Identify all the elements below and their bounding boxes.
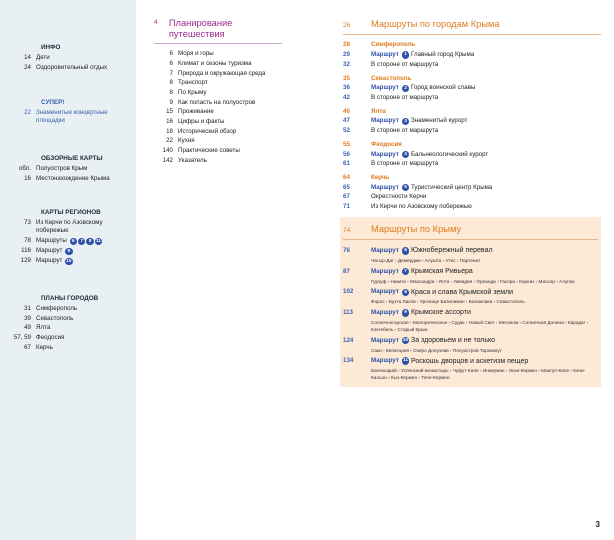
page-number: 87 (343, 267, 350, 275)
route-row[interactable] (343, 84, 601, 92)
route-label: Маршрут (371, 183, 399, 191)
entry-label: Феодосия (36, 334, 65, 342)
route-badge: 9 (402, 309, 409, 316)
page-number: 26 (343, 22, 351, 29)
plan-row[interactable] (0, 324, 136, 332)
entry-label: Практические советы (178, 146, 240, 154)
page-number: 140 (162, 146, 173, 154)
page-number: 142 (162, 156, 173, 164)
page-number: 42 (343, 93, 350, 101)
plan-row[interactable] (0, 315, 136, 323)
route-badge: 4 (402, 151, 409, 158)
routes-column (343, 18, 601, 387)
overview-row[interactable] (0, 165, 136, 173)
page-folio: 3 (595, 519, 600, 529)
entry-label: Как попасть на полуостров (178, 98, 256, 106)
side-row[interactable] (343, 127, 601, 135)
route-title: Главный город Крыма (410, 51, 475, 58)
page-number: 36 (343, 84, 350, 92)
route-badge: 11 (95, 238, 101, 244)
entry-label: Полуостров Крым (36, 165, 88, 173)
route-title: Знаменитый курорт (410, 117, 468, 125)
entry-label: Моря и горы (178, 50, 214, 58)
route-badge: 1 (402, 51, 409, 58)
overview-heading: ОБЗОРНЫЕ КАРТЫ (41, 155, 103, 162)
crimea-routes-heading[interactable] (343, 223, 598, 240)
entry-label: Знаменитые концертные площадки (36, 109, 108, 125)
city-name-row[interactable] (343, 141, 601, 149)
overview-row[interactable] (0, 175, 136, 183)
route-title: Туристический центр Крыма (410, 183, 493, 191)
route-badge: 5 (402, 184, 409, 191)
page-number: 64 (343, 174, 350, 182)
plans-heading: ПЛАНЫ ГОРОДОВ (41, 295, 99, 302)
route-badge: 3 (402, 118, 409, 125)
toc-row[interactable] (154, 157, 282, 165)
entry-label: Кухня (178, 137, 195, 145)
route-badge: 10 (66, 258, 72, 264)
planning-title[interactable] (154, 18, 282, 44)
entry-label: Симферополь (36, 305, 78, 313)
toc-row[interactable] (154, 118, 282, 126)
route-row[interactable] (343, 184, 601, 192)
page-number: 102 (343, 288, 354, 296)
page-number: 32 (343, 60, 350, 68)
route-title: Крымское ассорти (410, 309, 471, 317)
page-number: 55 (343, 141, 350, 148)
page-number: 134 (343, 357, 354, 365)
entry-label: Климат и сезоны туризма (178, 60, 252, 68)
route-title: Бальнеологический курорт (410, 150, 489, 158)
entry-label: В стороне от маршрута (371, 126, 439, 134)
route-label: Маршрут (371, 150, 399, 158)
route-row[interactable] (343, 51, 601, 59)
crimea-route[interactable] (343, 267, 598, 285)
route-row[interactable] (343, 151, 601, 159)
entry-label: Местонахождение Крыма (36, 174, 110, 182)
overview-maps-section (0, 155, 136, 184)
page-number: 6 (169, 60, 173, 68)
page-number: 78 (24, 236, 31, 244)
city-name: Севастополь (371, 74, 412, 82)
crimea-route[interactable] (343, 288, 598, 306)
entry-label: В стороне от маршрута (371, 60, 439, 68)
region-row[interactable] (0, 247, 136, 255)
toc-row[interactable] (154, 128, 282, 136)
city-group (343, 141, 601, 168)
route-title: Южнобережный перевал (410, 247, 493, 255)
toc-row[interactable] (154, 89, 282, 97)
page-number: 8 (169, 79, 173, 87)
page-number: 31 (24, 305, 31, 313)
page-number: 74 (343, 226, 351, 234)
city-name: Феодосия (371, 141, 402, 148)
entry-label: Керчь (36, 343, 53, 351)
planning-column (154, 18, 282, 166)
toc-row[interactable] (154, 70, 282, 78)
entry-label: В стороне от маршрута (371, 93, 439, 101)
route-badge: 6 (70, 238, 77, 245)
route-badge: 7 (402, 268, 409, 275)
entry-label: Ялта (36, 324, 51, 332)
city-name-row[interactable] (343, 174, 601, 182)
page-number: 16 (166, 117, 173, 125)
info-row[interactable] (0, 64, 136, 72)
region-row[interactable] (0, 219, 136, 235)
section-title: Маршруты по Крыму (371, 223, 462, 234)
plan-row[interactable] (0, 334, 136, 342)
page-number: 76 (343, 246, 350, 254)
toc-row[interactable] (154, 147, 282, 155)
route-badge: 11 (403, 358, 409, 364)
crimea-routes-section (340, 217, 601, 387)
info-row[interactable] (0, 54, 136, 62)
page-number: 22 (166, 137, 173, 145)
page-number: 28 (343, 41, 350, 49)
toc-row[interactable] (154, 137, 282, 145)
entry-label: Проживание (178, 108, 214, 116)
super-row[interactable] (0, 109, 136, 125)
entry-label: Цифры и факты (178, 117, 225, 125)
route-badge: 7 (78, 238, 85, 245)
crimea-route[interactable] (343, 336, 598, 354)
side-row[interactable] (343, 193, 601, 201)
route-label: Маршрут (371, 267, 399, 275)
route-badge: 8 (402, 289, 409, 296)
page-number: 57, 59 (13, 334, 31, 342)
regions-heading: КАРТЫ РЕГИОНОВ (41, 209, 101, 216)
page-number: 9 (169, 98, 173, 106)
city-group (343, 108, 601, 135)
page-number: 47 (343, 117, 350, 125)
left-column (0, 0, 136, 540)
page-number: 73 (24, 219, 31, 227)
route-label: Маршрут (371, 288, 399, 296)
entry-label: Из Керчи по Азовскому побережью (36, 219, 103, 235)
route-label: Маршрут (371, 246, 399, 254)
toc-row[interactable] (154, 60, 282, 68)
region-maps-section (0, 209, 136, 267)
info-section (0, 44, 136, 73)
route-badge: 10 (402, 337, 409, 343)
page-number: обл. (18, 165, 31, 173)
plan-row[interactable] (0, 305, 136, 313)
route-badge: 9 (65, 248, 72, 255)
route-title: Крымская Ривьера (410, 268, 473, 276)
page-number: 116 (21, 246, 31, 254)
entry-label: Указатель (178, 156, 207, 164)
route-stops: Гурзуф › Никита › Массандра › Ялта › Ливадия › Ореанда › Гаспра › Кореиз › Мисхор › Алупка (371, 278, 575, 284)
toc-row[interactable] (154, 99, 282, 107)
crimea-route[interactable] (343, 308, 598, 333)
page-number: 22 (24, 109, 31, 117)
toc-row[interactable] (154, 50, 282, 58)
entry-label: Маршруты (36, 236, 67, 244)
page-number: 65 (343, 183, 350, 191)
route-stops: Чатыр-Даг › Демерджи › Алушта › Утес › Партенит (371, 257, 481, 263)
route-label: Маршрут (371, 357, 399, 365)
page-number: 49 (24, 324, 31, 332)
entry-label: Маршрут (36, 246, 63, 254)
section-title: Маршруты по городам Крыма (371, 19, 500, 29)
plan-row[interactable] (0, 344, 136, 352)
page-number: 39 (24, 314, 31, 322)
toc-row[interactable] (154, 79, 282, 87)
page-number: 6 (169, 50, 173, 58)
region-row[interactable] (0, 257, 136, 265)
route-row[interactable] (343, 117, 601, 125)
route-title: За здоровьем и не только (410, 336, 496, 344)
page-number: 8 (169, 89, 173, 96)
route-stops: Саки › Евпатория › Озеро Донузлав › Полуостров Тарханкут (371, 347, 502, 353)
route-stops: Форос › Бухта Ласпи › Урочище Батилиман › Балаклава › Севастополь (371, 299, 525, 305)
page-number: 71 (343, 202, 350, 210)
crimea-route[interactable] (343, 357, 598, 382)
page-number: 46 (343, 107, 350, 115)
side-row[interactable] (343, 203, 601, 211)
route-title: Город воинской славы (410, 84, 476, 92)
side-row[interactable] (343, 94, 601, 102)
page-number: 18 (166, 127, 173, 135)
entry-label: Природа и окружающая среда (178, 69, 266, 77)
entry-label: В стороне от маршрута (371, 160, 439, 168)
page-number: 24 (24, 63, 31, 71)
entry-label: Дети (36, 54, 50, 62)
page-number: 124 (343, 336, 354, 344)
city-group (343, 75, 601, 102)
super-heading: СУПЕР! (41, 99, 65, 106)
entry-label: Из Керчи по Азовскому побережью (371, 202, 472, 210)
city-group (343, 41, 601, 68)
city-name-row[interactable] (343, 75, 601, 83)
section-title: Планирование путешествия (168, 18, 233, 39)
city-name-row[interactable] (343, 41, 601, 49)
city-group (343, 174, 601, 211)
route-title: Краса и слава Крымской земли (410, 288, 514, 296)
route-label: Маршрут (371, 336, 399, 344)
city-name: Симферополь (371, 41, 416, 49)
page-number: 29 (343, 51, 350, 58)
super-section (0, 99, 136, 127)
entry-label: Севастополь (36, 314, 74, 322)
route-label: Маршрут (371, 51, 399, 58)
route-stops: Солнечногорское › Малореченское › Судак › Новый Свет › Меганом › Солнечная Долина › Карадаг › Коктебель › Старый Крым (371, 319, 589, 332)
page-number: 14 (24, 54, 31, 62)
page-number: 16 (24, 174, 31, 182)
page-number: 56 (343, 150, 350, 158)
page-number: 15 (166, 108, 173, 116)
entry-label: Маршрут (36, 256, 63, 264)
side-row[interactable] (343, 160, 601, 168)
city-name-row[interactable] (343, 108, 601, 116)
page-number: 67 (343, 193, 350, 201)
page-number: 67 (24, 343, 31, 351)
route-label: Маршрут (371, 84, 399, 92)
route-stops: Бахчисарай › Успенский монастырь › Чуфут-Кале › Инкерман › Эски-Кермен › Мангуп-Кале › Качи-Кальон › Кыз-Кермен › Тепе-Кермен (371, 368, 586, 381)
route-badge: 6 (402, 247, 409, 254)
city-routes-heading[interactable] (343, 18, 601, 35)
page-number: 61 (343, 160, 350, 168)
city-name: Керчь (371, 174, 390, 182)
entry-label: По Крыму (178, 89, 207, 96)
city-plans-section (0, 295, 136, 353)
side-row[interactable] (343, 61, 601, 69)
info-heading: ИНФО (41, 44, 61, 51)
entry-label: Оздоровительный отдых (36, 63, 108, 71)
route-label: Маршрут (371, 117, 399, 125)
page-number: 52 (343, 126, 350, 134)
entry-label: Исторический обзор (178, 127, 237, 135)
page-number: 35 (343, 74, 350, 82)
city-name: Ялта (371, 107, 386, 115)
entry-label: Окрестности Керчи (371, 193, 427, 201)
toc-row[interactable] (154, 108, 282, 116)
region-row[interactable] (0, 237, 136, 245)
route-badge: 2 (402, 85, 409, 92)
route-label: Маршрут (371, 308, 399, 316)
page-number: 113 (343, 308, 353, 316)
route-title: Роскошь дворцов и аскетизм пещер (410, 357, 529, 365)
page-number: 4 (154, 19, 158, 26)
page-number: 129 (20, 256, 31, 264)
crimea-route[interactable] (343, 246, 598, 264)
entry-label: Транспорт (178, 79, 208, 87)
route-badge: 8 (86, 238, 93, 245)
page-number: 7 (169, 69, 173, 77)
